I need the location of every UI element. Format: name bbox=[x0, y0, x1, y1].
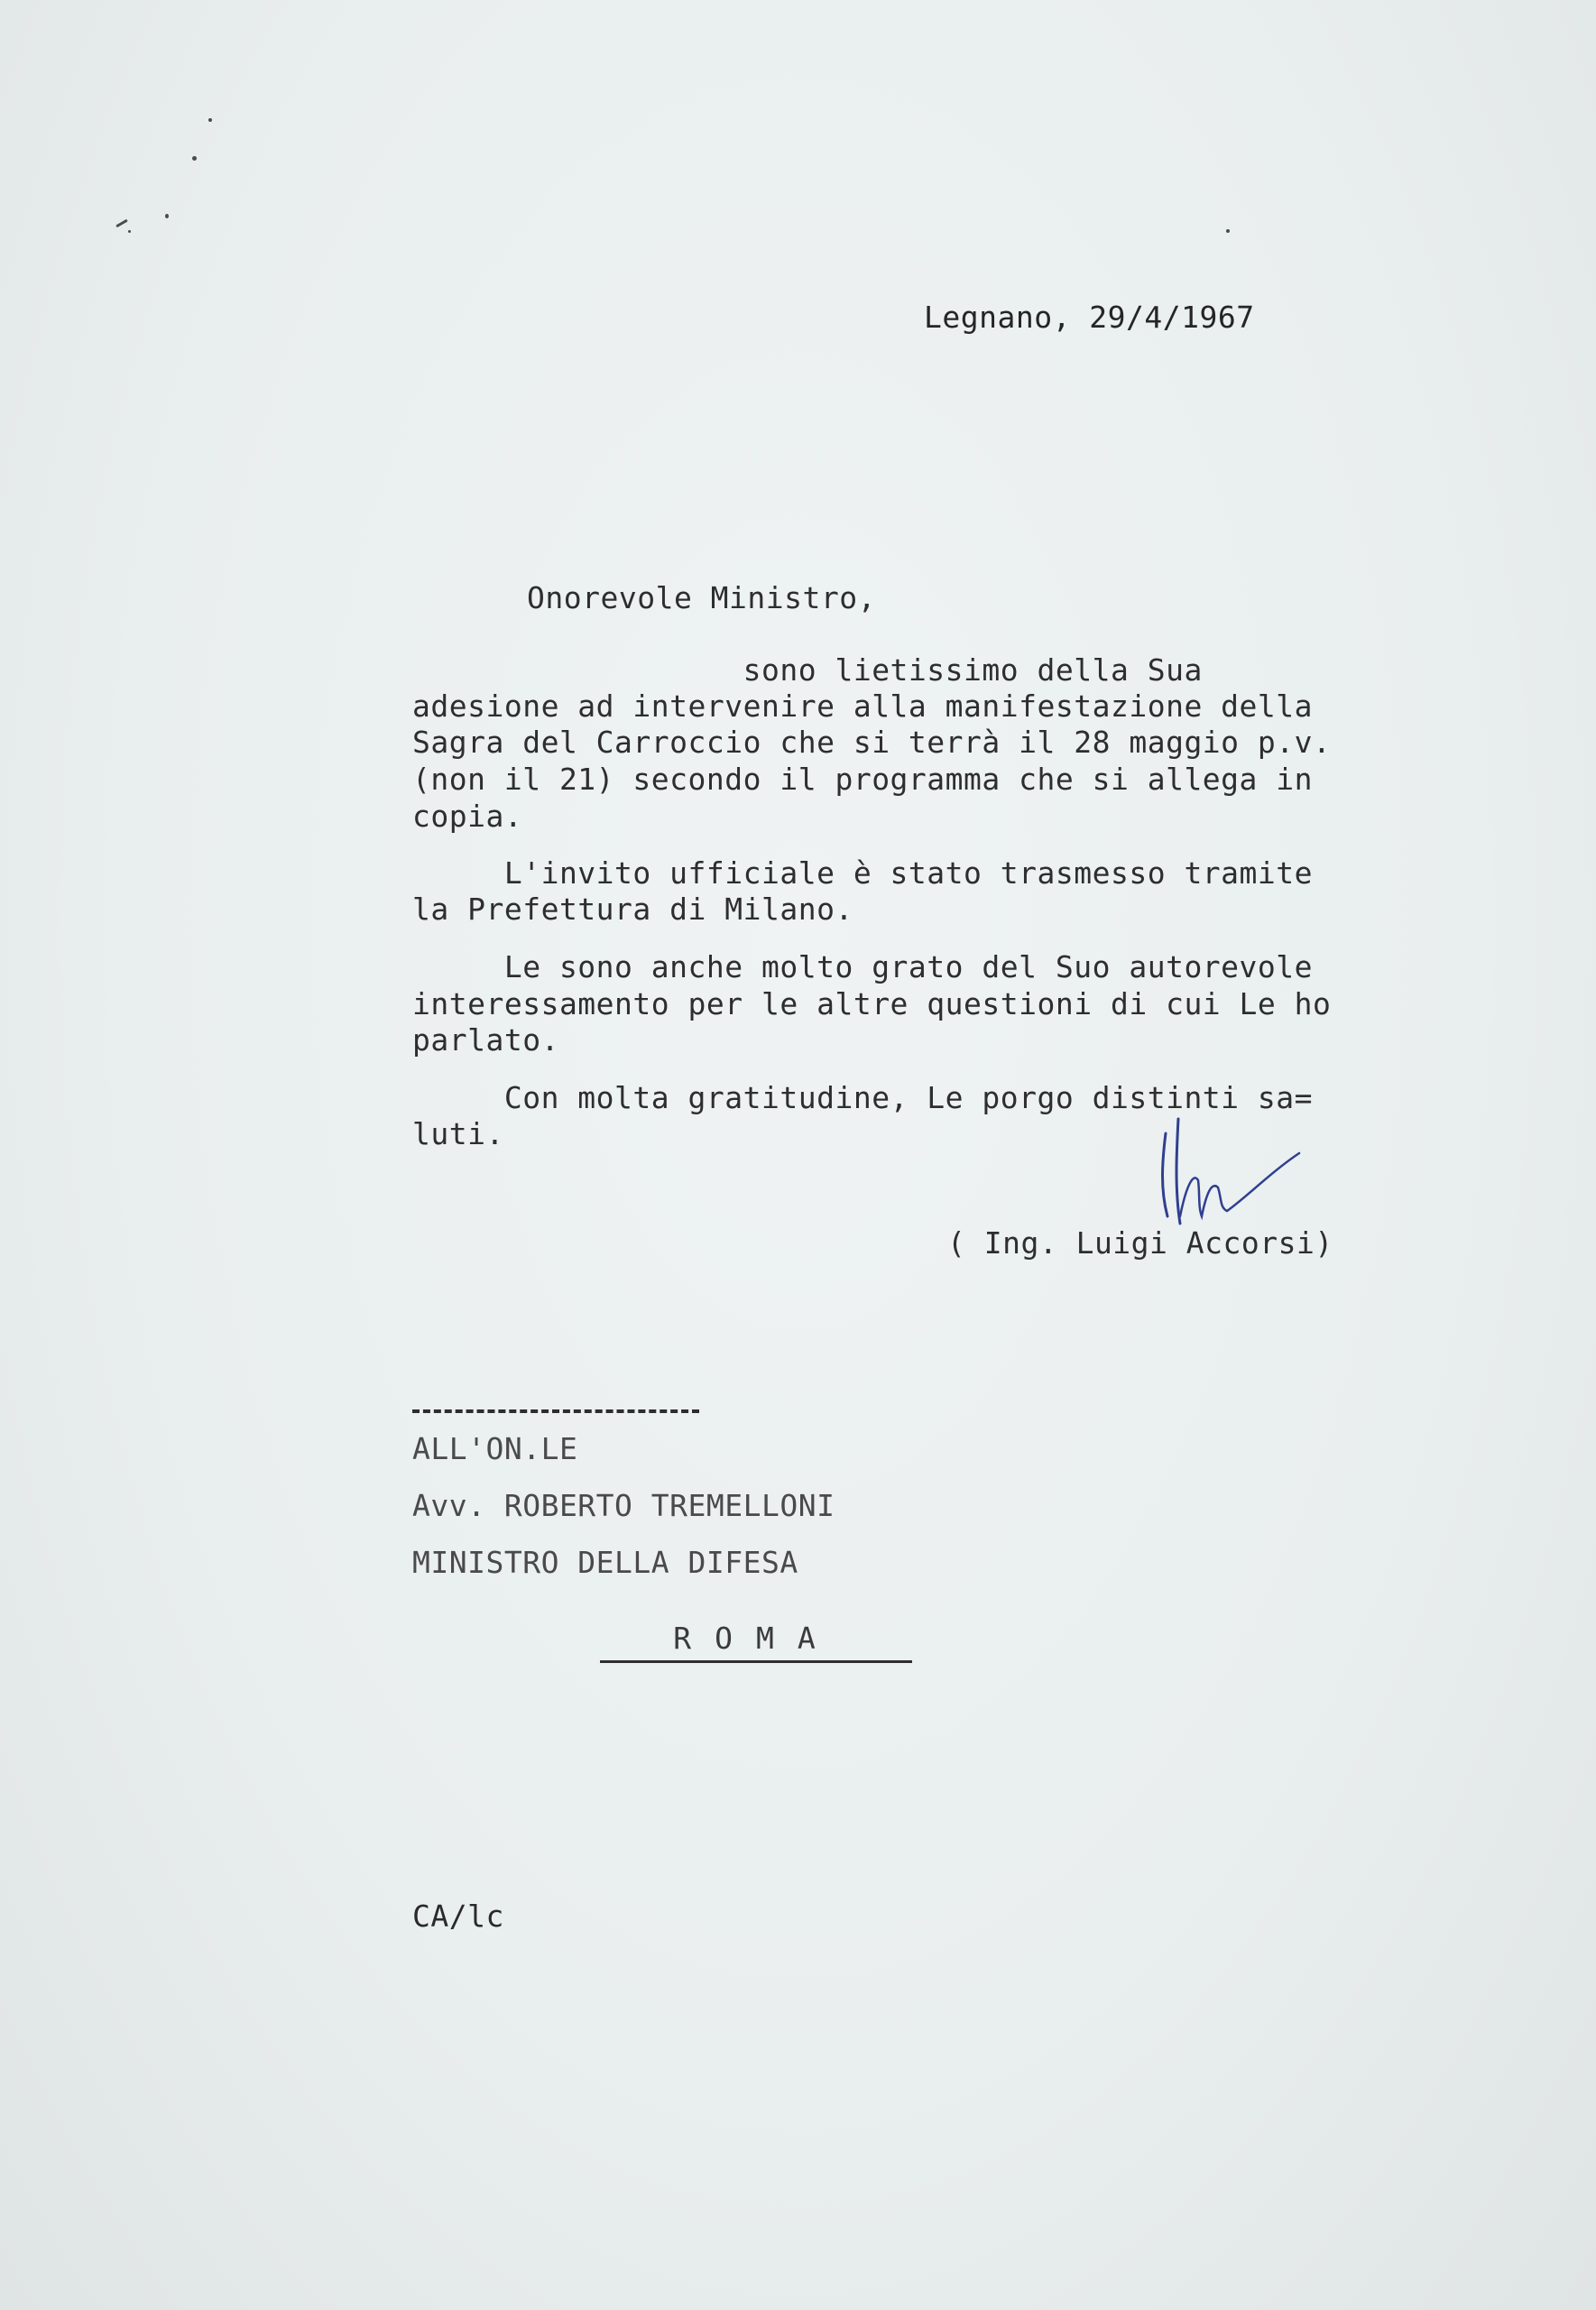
body-line: Le sono anche molto grato del Suo autorevole bbox=[412, 949, 1314, 984]
place-date: Legnano, 29/4/1967 bbox=[924, 300, 1255, 335]
body-line: parlato. bbox=[412, 1022, 559, 1058]
body-line: adesione ad intervenire alla manifestazione della bbox=[412, 688, 1314, 724]
body-line: Con molta gratitudine, Le porgo distinti sa= bbox=[412, 1080, 1314, 1115]
recipient-name: Avv. ROBERTO TREMELLONI bbox=[412, 1488, 835, 1523]
handwritten-signature bbox=[1146, 1117, 1308, 1234]
body-line: sono lietissimo della Sua bbox=[412, 652, 1203, 688]
body-line: (non il 21) secondo il programma che si allega in bbox=[412, 762, 1314, 797]
ink-speck bbox=[115, 219, 128, 228]
body-line: copia. bbox=[412, 799, 523, 834]
recipient-office: MINISTRO DELLA DIFESA bbox=[412, 1545, 798, 1580]
body-line: luti. bbox=[412, 1116, 504, 1151]
body-line: interessamento per le altre questioni di cui Le ho bbox=[412, 986, 1332, 1021]
ink-speck bbox=[192, 156, 197, 161]
body-line: la Prefettura di Milano. bbox=[412, 892, 853, 927]
body-line: Sagra del Carroccio che si terrà il 28 maggio p.v. bbox=[412, 725, 1332, 760]
salutation: Onorevole Ministro, bbox=[527, 580, 876, 615]
ink-speck bbox=[128, 230, 131, 233]
recipient-city: ROMA bbox=[600, 1621, 912, 1663]
ink-speck bbox=[208, 118, 212, 122]
ink-speck bbox=[165, 214, 169, 218]
separator-rule bbox=[412, 1409, 699, 1413]
ink-speck bbox=[1226, 229, 1230, 233]
recipient-title: ALL'ON.LE bbox=[412, 1431, 578, 1466]
reference-initials: CA/lc bbox=[412, 1899, 504, 1934]
signer-name: ( Ing. Luigi Accorsi) bbox=[947, 1225, 1333, 1261]
body-line: L'invito ufficiale è stato trasmesso tramite bbox=[412, 855, 1314, 891]
